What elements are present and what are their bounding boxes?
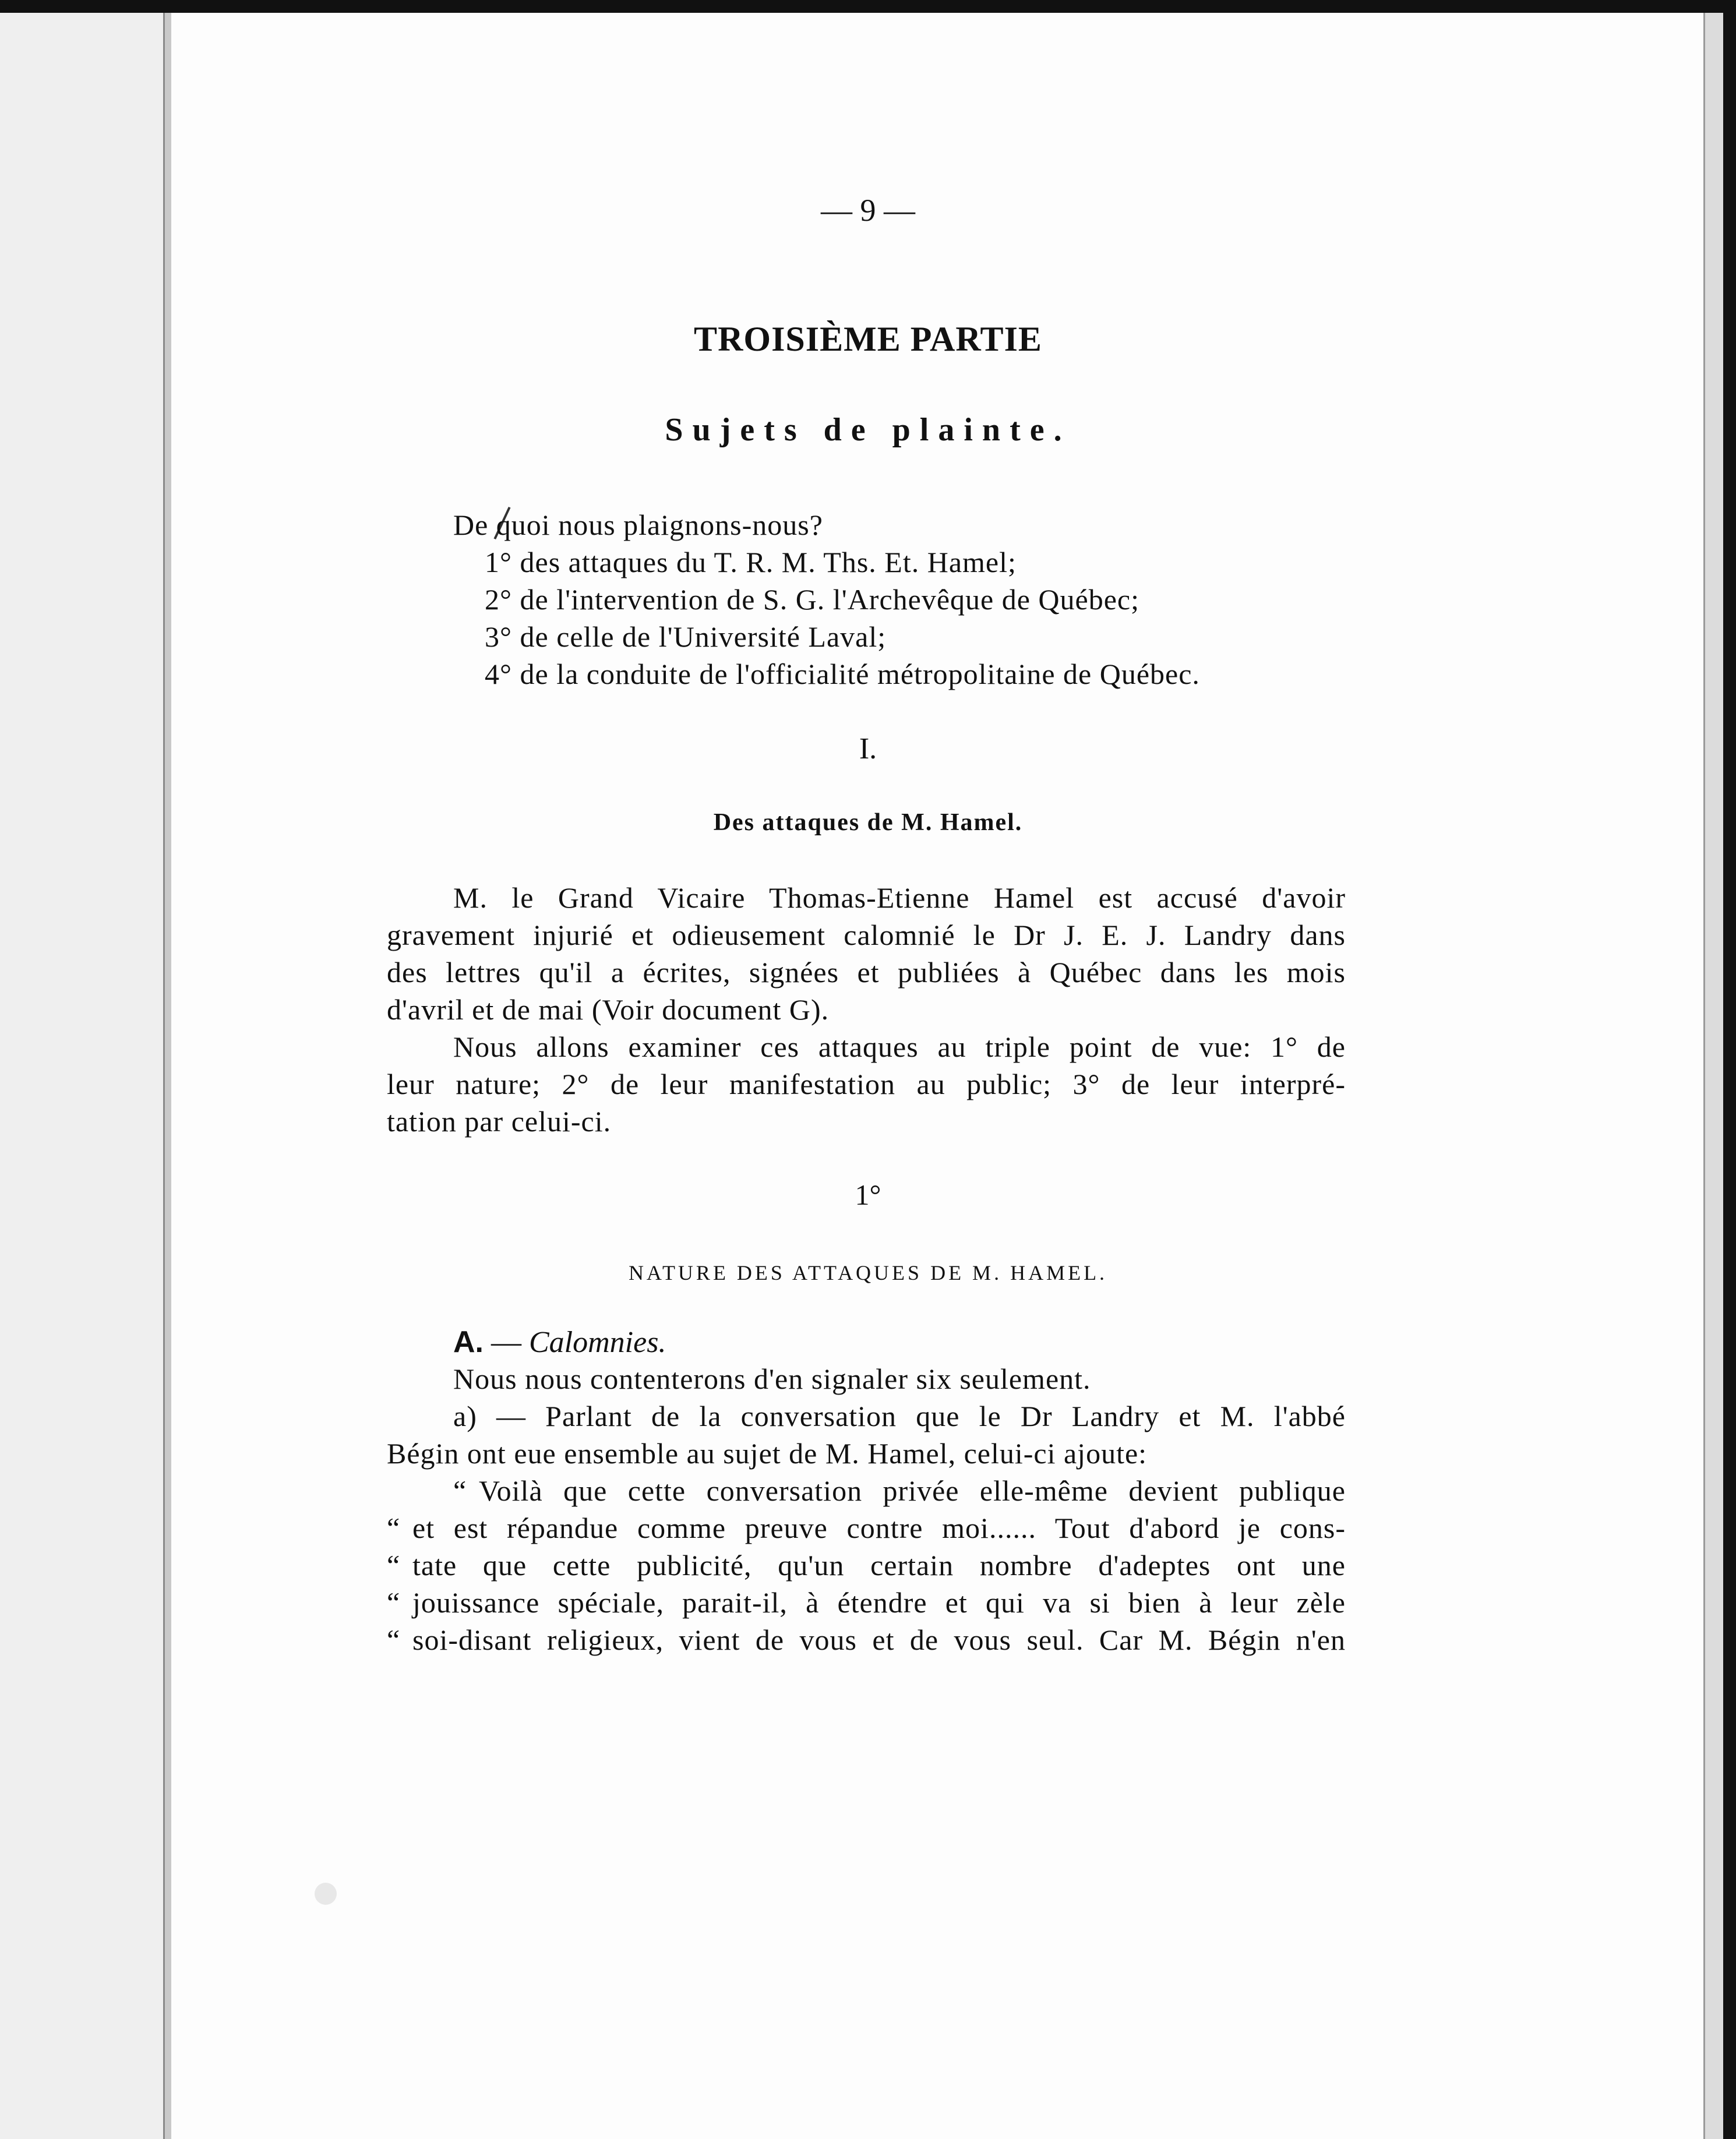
part-title: TROISIÈME PARTIE [694,320,1042,358]
quote-mark: “ [387,1623,401,1656]
page-number: — 9 — [821,193,915,228]
section-heading: Des attaques de M. Hamel. [713,809,1023,836]
scan-right-border [1723,0,1736,2139]
quote-line [387,1511,1346,1545]
paragraph-line: d'avril et de mai (Voir document G). [387,993,830,1026]
paragraph-line: Nous allons examiner ces attaques au triple point de vue: 1° de [453,1030,1346,1063]
quote-mark: “ [453,1474,467,1507]
quote-text: Voilà que cette conversation privée elle-même devient publique [479,1474,1346,1507]
quote-text: jouissance spéciale, parait-il, à étendre et qui va si bien à leur zèle [412,1586,1346,1619]
section-numeral: I. [859,732,877,765]
complaint-item: 3° de celle de l'Université Laval; [485,620,887,653]
quote-mark: “ [387,1586,401,1619]
paragraph-line: M. le Grand Vicaire Thomas-Etienne Hamel est accusé d'avoir [453,881,1346,914]
paragraph-line: gravement injurié et odieusement calomnié le Dr J. E. J. Landry dans [387,919,1346,951]
quote-mark: “ [387,1549,401,1582]
complaint-item: 1° des attaques du T. R. M. Ths. Et. Hamel; [485,546,1017,578]
heading-dash: — [484,1326,529,1359]
quote-line [387,1548,1346,1582]
quote-line [387,1474,1346,1508]
subsection-heading: NATURE DES ATTAQUES DE M. HAMEL. [628,1261,1108,1284]
section-title: Sujets de plainte. [665,412,1071,448]
quote-line [387,1586,1346,1619]
quote-text: tate que cette publicité, qu'un certain nombre d'adeptes ont une [412,1549,1346,1582]
complaint-item: 2° de l'intervention de S. G. l'Archevêque de Québec; [485,583,1139,616]
paragraph-line: a) — Parlant de la conversation que le Dr Landry et M. l'abbé [453,1400,1346,1432]
paragraph-line: tation par celui-ci. [387,1105,612,1138]
facing-page [0,13,163,2139]
quote-text: et est répandue comme preuve contre moi...... Tout d'abord je cons- [412,1512,1346,1544]
complaint-item: 4° de la conduite de l'officialité métropolitaine de Québec. [485,658,1200,690]
quote-text: soi-disant religieux, vient de vous et de vous seul. Car M. Bégin n'en [412,1623,1346,1656]
quote-mark: “ [387,1512,401,1544]
paragraph-line: des lettres qu'il a écrites, signées et publiées à Québec dans les mois [387,956,1346,989]
paragraph-line: leur nature; 2° de leur manifestation au public; 3° de leur interpré- [387,1068,1346,1100]
heading-a [453,1325,666,1360]
scan-top-border [0,0,1736,13]
heading-label: Calomnies. [529,1326,666,1359]
heading-letter: A. [453,1325,484,1359]
page-edge [1703,13,1725,2139]
complaint-question: De quoi nous plaignons-nous? [453,509,823,541]
paper-blemish [315,1883,337,1905]
quote-line [387,1623,1346,1657]
subsection-ordinal: 1° [855,1178,881,1211]
body-intro: Nous nous contenterons d'en signaler six seulement. [453,1363,1091,1395]
paragraph-line: Bégin ont eue ensemble au sujet de M. Hamel, celui-ci ajoute: [387,1437,1148,1470]
